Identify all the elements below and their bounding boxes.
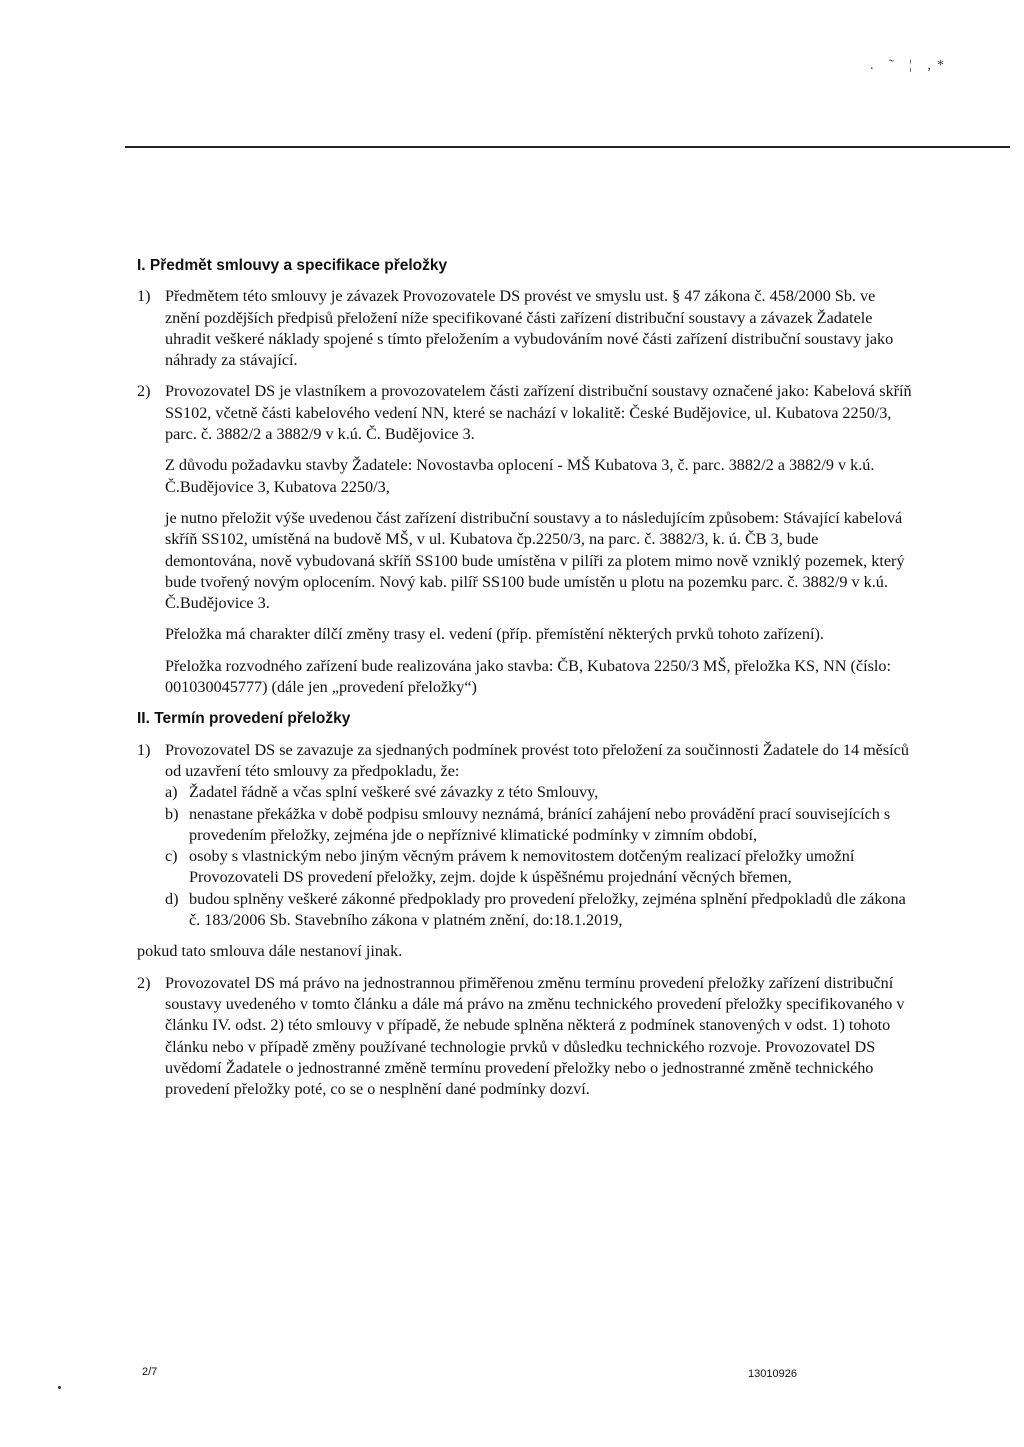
section-2-item-1 [137, 740, 912, 932]
document-code: 13010926 [748, 1368, 797, 1380]
list-item [165, 804, 912, 847]
section-2-item-2 [137, 973, 912, 1101]
item-intro: Provozovatel DS se zavazuje za sjednaných podmínek provést toto přeložení za součinnosti Žadatele do 14 měsíců od uzavření této smlouvy za předpokladu, že: [165, 740, 909, 780]
list-letter: a) [165, 783, 178, 802]
item-outro: pokud tato smlouva dále nestanoví jinak. [137, 942, 403, 961]
scan-dot [58, 1386, 61, 1389]
list-text: nenastane překážka v době podpisu smlouvy neznámá, bránící zahájení nebo provádění prací souvisejících s provedením přeložky, zejména jde o nepříznivé klimatické podmínky v zimním období, [189, 804, 891, 844]
item-paragraph: je nutno přeložit výše uvedenou část zařízení distribuční soustavy a to následujícím způsobem: Stávající kabelová skříň SS102, umístěná na budově MŠ, v ul. Kubatova čp.2250/3, na parc. č. 3882/3, k. ú. ČB 3, bude demontována, nově vybudovaná skříň SS100 bude umístěna v pilíři za plotem mimo nově vzniklý pozemek, který bude tvořený novým oplocením. Nový kab. pilíř SS100 bude umístěn u plotu na pozemku parc. č. 3882/9 v k.ú. Č.Budějovice 3. [165, 508, 905, 613]
list-item [165, 889, 912, 932]
section-2-heading: II. Termín provedení přeložky [137, 710, 351, 728]
section-1-heading: I. Předmět smlouvy a specifikace přeložky [137, 257, 448, 274]
item-number: 2) [137, 973, 151, 992]
list-letter: d) [165, 889, 179, 908]
list-letter: b) [165, 804, 179, 823]
header-rule [125, 146, 1010, 148]
list-item [165, 782, 912, 803]
item-text: Předmětem této smlouvy je závazek Provozovatele DS provést ve smyslu ust. § 47 zákona č. 458/2000 Sb. ve znění pozdějších předpisů přeložení níže specifikované části zařízení distribuční soustavy a závazek Žadatele uhradit veškeré náklady spojené s tímto přeložením a vybudováním nové části zařízení distribuční soustavy jako náhrady za stávající. [165, 287, 894, 370]
list-letter: c) [165, 847, 178, 866]
list-item [165, 846, 912, 889]
list-text: Žadatel řádně a včas splní veškeré své závazky z této Smlouvy, [189, 783, 599, 802]
section-1-item-2 [137, 381, 912, 698]
item-number: 1) [137, 287, 151, 306]
item-paragraph: Provozovatel DS je vlastníkem a provozovatelem části zařízení distribuční soustavy označené jako: Kabelová skříň SS102, včetně části kabelového vedení NN, které se nachází v lokalitě: České Budějovice, ul. Kubatova 2250/3, parc. č. 3882/2 a 3882/9 v k.ú. Č. Budějovice 3. [165, 382, 912, 444]
item-paragraph: Přeložka má charakter dílčí změny trasy el. vedení (příp. přemístění některých prvků tohoto zařízení). [165, 625, 824, 644]
document-body [137, 255, 912, 1110]
scan-marks: . ˜ ¦ ,* [870, 58, 950, 73]
list-text: osoby s vlastnickým nebo jiným věcným právem k nemovitostem dotčeným realizací přeložky umožní Provozovateli DS provedení přeložky, zejm. dojde k úspěšnému projednání věcných břemen, [189, 847, 855, 887]
list-text: budou splněny veškeré zákonné předpoklady pro provedení přeložky, zejména splnění předpokladů dle zákona č. 183/2006 Sb. Stavebního zákona v platném znění, do:18.1.2019, [189, 889, 906, 930]
item-paragraph: Přeložka rozvodného zařízení bude realizována jako stavba: ČB, Kubatova 2250/3 MŠ, přeložka KS, NN (číslo: 001030045777) (dále jen „provedení přeložky“) [165, 656, 891, 697]
condition-list [165, 782, 912, 931]
item-paragraph: Z důvodu požadavku stavby Žadatele: Novostavba oplocení - MŠ Kubatova 3, č. parc. 3882/2 a 3882/9 v k.ú. Č.Budějovice 3, Kubatova 2250/3, [165, 456, 875, 496]
item-number: 2) [137, 382, 151, 401]
item-number: 1) [137, 740, 151, 759]
item-text: Provozovatel DS má právo na jednostrannou přiměřenou změnu termínu provedení přeložky zařízení distribuční soustavy uvedeného v tomto článku a dále má právo na změnu technického provedení přeložky specifikovaného v článku IV. odst. 2) této smlouvy v případě, že nebude splněna některá z podmínek stanovených v odst. 1) tohoto článku nebo v případě změny používané technologie prvků v důsledku technického rozvoje. Provozovatel DS uvědomí Žadatele o jednostranné změně termínu provedení přeložky nebo o jednostranné změně technického provedení přeložky poté, co se o nesplnění dané podmínky dozví. [165, 973, 905, 1099]
page-number: 2/7 [142, 1366, 158, 1378]
section-1-item-1 [137, 286, 912, 371]
